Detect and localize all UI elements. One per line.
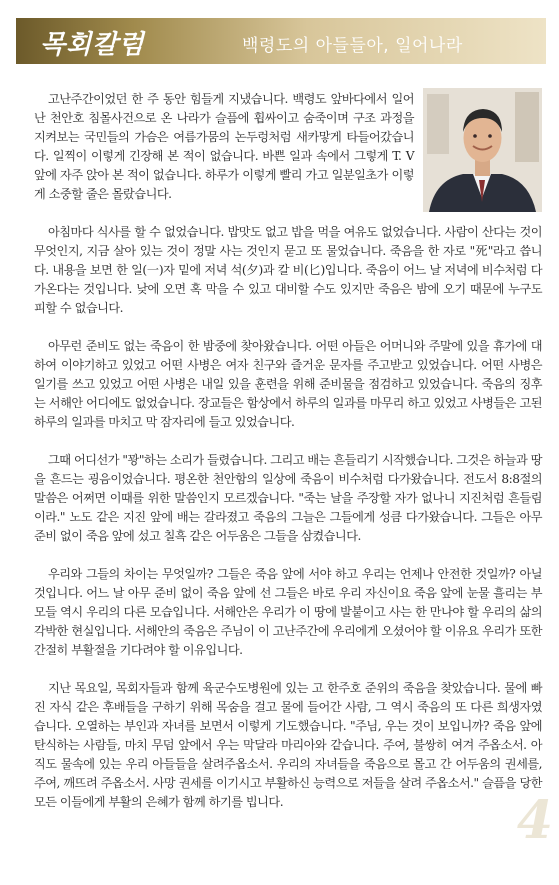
article-paragraph: 그때 어디선가 "꽝"하는 소리가 들렸습니다. 그리고 배는 흔들리기 시작했습니다. 그것은 하늘과 땅을 흔드는 굉음이었습니다. 평온한 천안함의 일상에 죽음이 비수처럼 다가왔습니다. 전도서 8:8절의 말씀은 어쩌면 이때를 위한 말씀인지 모르겠습니다. "죽는 날을 주장할 자가 없나니 지진처럼 흔들림이라." 노도 같은 지진 앞에 배는 갈라졌고 죽음의 그늘은 그들에게 성큼 다가왔습니다. 그들은 아무 준비 없이 죽음 앞에 섰고 칠흑 같은 어두움은 그들을 삼켰습니다. (34, 453, 542, 543)
column-title: 백령도의 아들들아, 일어나라 (242, 36, 463, 56)
article-body (34, 90, 542, 831)
article-paragraph: 지난 목요일, 목회자들과 함께 육군수도병원에 있는 고 한주호 준위의 죽음을 찾았습니다. 물에 빠진 자식 같은 후배들을 구하기 위해 목숨을 걸고 물에 들어간 사람, 그 역시 죽음의 또 다른 희생자였습니다. 오열하는 부인과 자녀를 보면서 이렇게 기도했습니다. "주님, 우는 것이 보입니까? 죽음 앞에 탄식하는 사람들, 마치 무덤 앞에서 우는 막달라 마리아와 같습니다. 주여, 불쌍히 여겨 주옵소서. 아직도 물속에 있는 우리 아들들을 살려주옵소서. 우리의 자녀들을 죽음으로 몰고 간 어두움의 권세를, 주여, 깨뜨려 주옵소서. 사망 권세를 이기시고 부활하신 능력으로 저들을 살려 주옵소서." 슬픔을 당한 모든 이들에게 부활의 은혜가 함께 하기를 빕니다. (34, 681, 542, 809)
page-number: 4 (516, 790, 553, 851)
column-header (16, 18, 546, 64)
article-paragraph: 우리와 그들의 차이는 무엇일까? 그들은 죽음 앞에 서야 하고 우리는 언제나 안전한 것일까? 아닐 것입니다. 어느 날 아무 준비 없이 죽음 앞에 선 그들은 바로 우리 자신이요 죽음 앞에 눈물 흘리는 부모들 역시 우리의 다른 모습입니다. 서해안은 우리가 이 땅에 발붙이고 사는 한 만나야 할 우리의 삶의 각박한 현실입니다. 서해안의 죽음은 주님이 이 고난주간에 우리에게 오셨어야 할 이유요 우리가 또한 간절히 부활절을 기다려야 할 이유입니다. (34, 567, 542, 657)
article-paragraph: 아침마다 식사를 할 수 없었습니다. 밥맛도 없고 밥을 먹을 여유도 없었습니다. 사람이 산다는 것이 무엇인지, 지금 살아 있는 것이 정말 사는 것인지 묻고 또 물었습니다. 죽음을 한 자로 "死"라고 씁니다. 내용을 보면 한 일(一)자 밑에 저녁 석(夕)과 칼 비(匕)입니다. 죽음이 어느 날 저녁에 비수처럼 다가온다는 것입니다. 낮에 오면 혹 막을 수 있고 대비할 수도 있지만 죽음은 밤에 오기 때문에 누구도 피할 수 없습니다. (34, 225, 542, 315)
article-paragraph: 아무런 준비도 없는 죽음이 한 밤중에 찾아왔습니다. 어떤 아들은 어머니와 주말에 있을 휴가에 대하여 이야기하고 있었고 어떤 사병은 여자 친구와 즐거운 문자를 주고받고 있었습니다. 어떤 사병은 일기를 쓰고 있었고 어떤 사병은 내일 있을 훈련을 위해 준비물을 점검하고 있었습니다. 죽음의 징후는 서해안 어디에도 없었습니다. 장교들은 함상에서 하루의 일과를 마무리 하고 있었고 사병들은 고된 하루의 일과를 마치고 막 잠자리에 들고 있었습니다. (34, 339, 542, 429)
column-brand: 목회칼럼 (40, 30, 145, 60)
article-paragraph: 고난주간이었던 한 주 동안 힘들게 지냈습니다. 백령도 앞바다에서 일어난 천안호 침몰사건으로 온 나라가 슬픔에 휩싸이고 숨죽이며 구조 과정을 지켜보는 국민들의 가슴은 여름가뭄의 논두렁처럼 새카맣게 타들어갔습니다. 일찍이 이렇게 긴장해 본 적이 없습니다. 바쁜 일과 속에서 그렇게 T. V앞에 자주 앉아 본 적이 없습니다. 하루가 이렇게 빨리 가고 일분일초가 이렇게 소중할 줄은 몰랐습니다. (34, 92, 414, 201)
